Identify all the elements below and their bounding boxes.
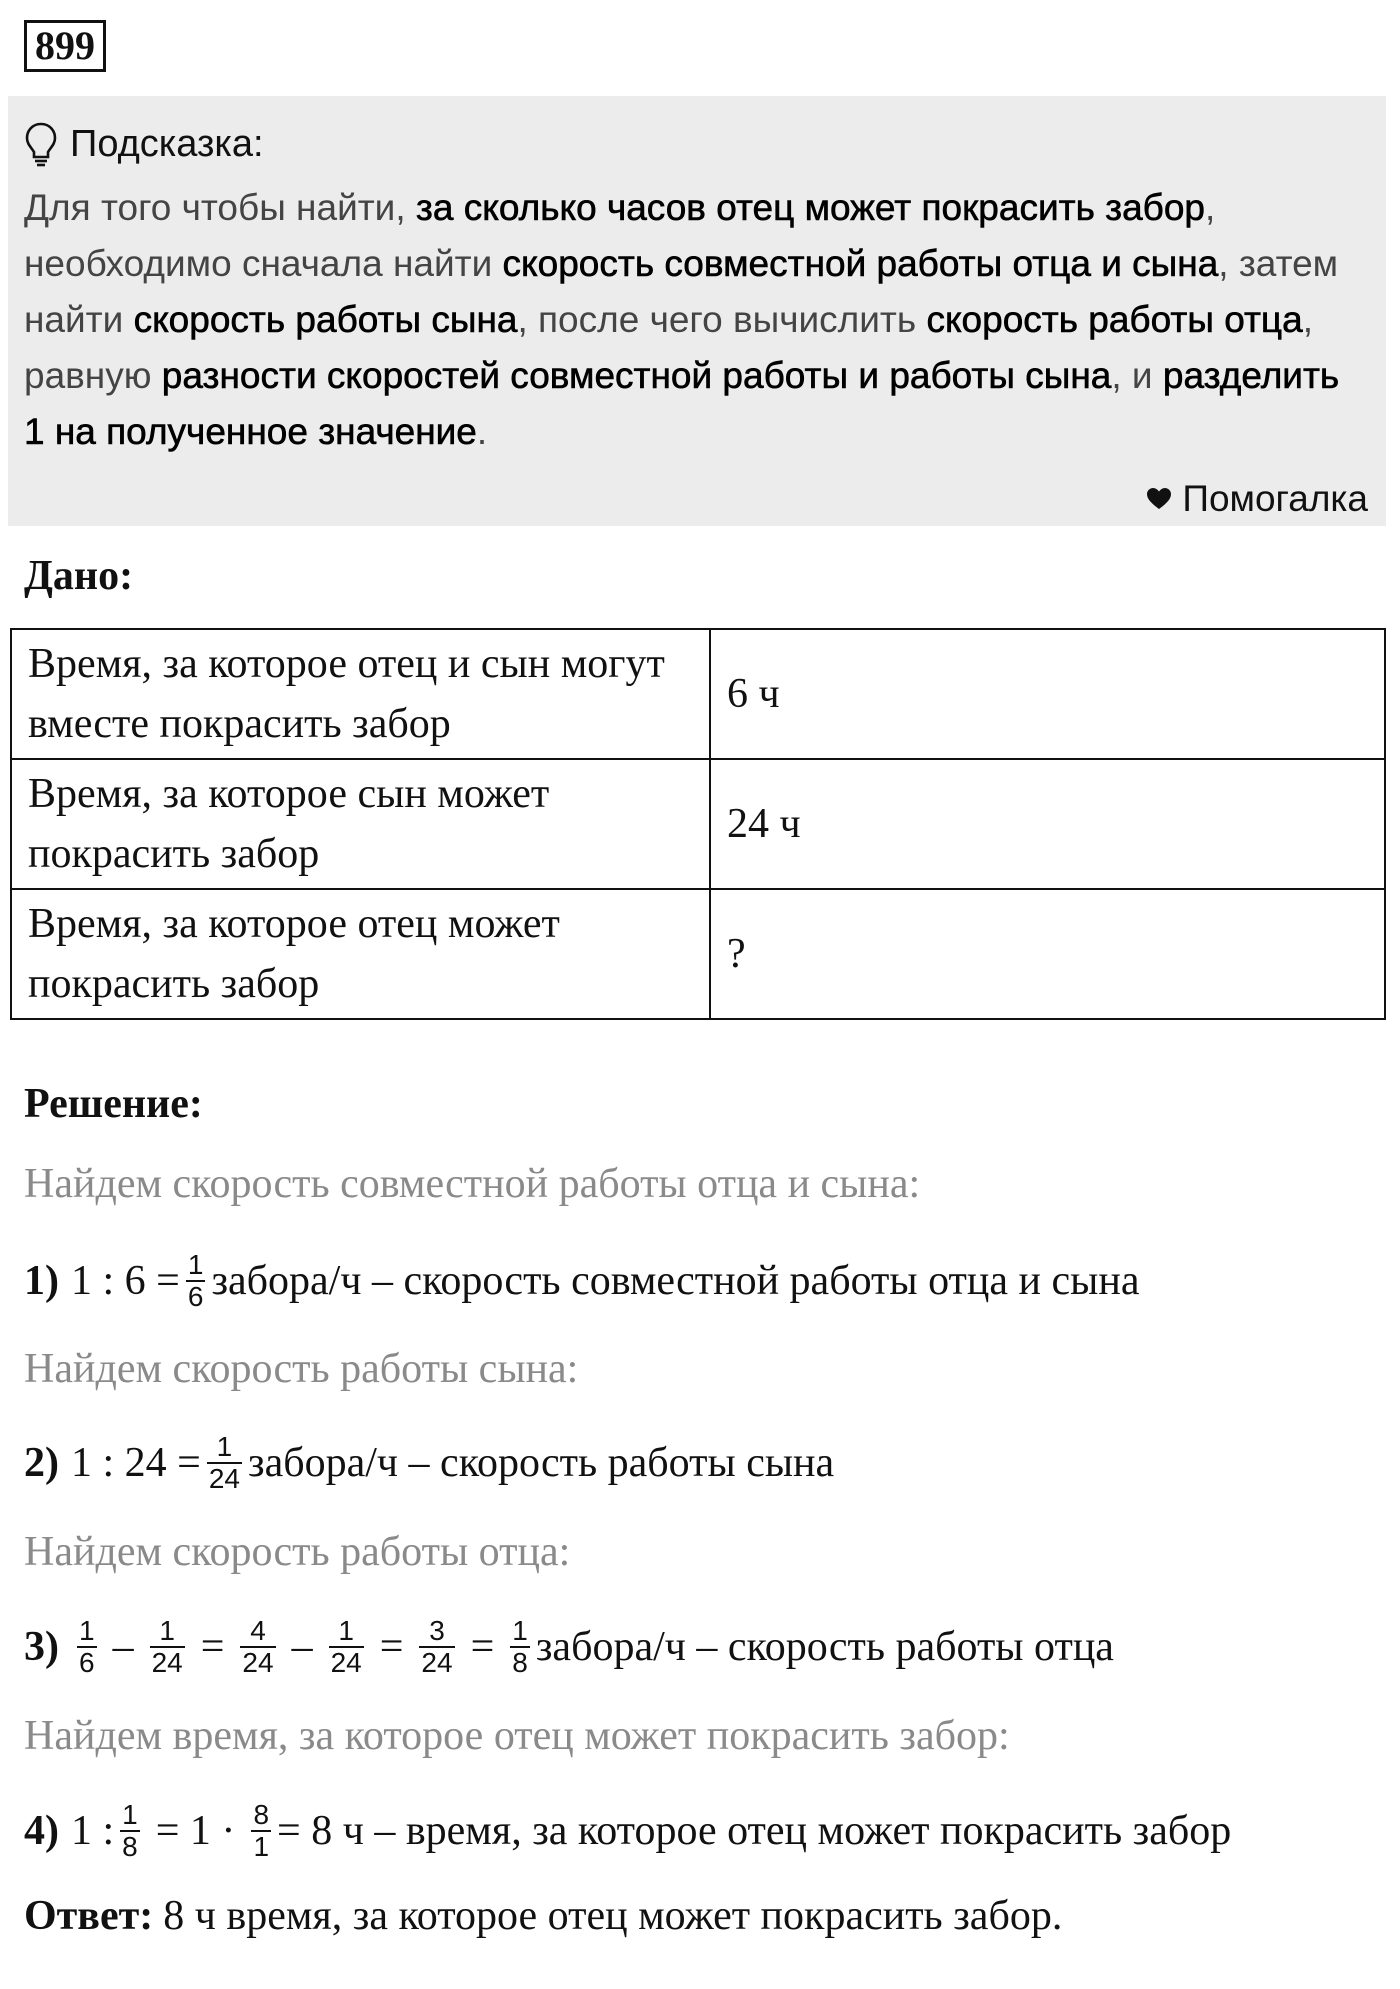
fraction-denominator: 24 (242, 1647, 274, 1678)
hint-segment: , равную (24, 299, 1313, 396)
fraction-numerator: 4 (250, 1615, 266, 1646)
solution-title: Решение: (24, 1081, 203, 1127)
brand (1146, 478, 1368, 520)
hint-emphasis: разделить 1 на полученное значение (24, 355, 1340, 452)
fraction-numerator: 1 (512, 1615, 528, 1646)
fraction (77, 1616, 97, 1678)
answer-label: Ответ: (24, 1893, 154, 1939)
answer-text: 8 ч время, за которое отец может покрасить забор. (163, 1893, 1063, 1939)
fraction-denominator: 8 (512, 1647, 528, 1678)
fraction (329, 1616, 364, 1678)
hint-emphasis: скорость совместной работы отца и сына (502, 243, 1219, 284)
hint-segment: , затем найти (24, 243, 1339, 340)
step-number: 3) (24, 1624, 59, 1670)
step-4 (24, 1800, 1231, 1862)
hint-box (8, 96, 1386, 526)
hint-text (24, 180, 1364, 460)
hint-emphasis: разности скоростей совместной работы и работы сына (161, 355, 1112, 396)
fraction-numerator: 1 (187, 1249, 204, 1280)
hint-emphasis: скорость работы сына (133, 299, 518, 340)
fraction-numerator: 1 (79, 1615, 95, 1646)
hint-segment: , и (1111, 355, 1163, 396)
step-tail: = 8 ч – время, за которое отец может покрасить забор (277, 1808, 1232, 1854)
step-number: 2) (24, 1440, 59, 1486)
given-label: Время, за которое сын может покрасить забор (11, 759, 710, 889)
operator: = (200, 1624, 225, 1670)
heart-icon (1146, 487, 1172, 511)
table-row (11, 759, 1385, 889)
step-1 (24, 1250, 1139, 1312)
table-row (11, 629, 1385, 759)
fraction (510, 1616, 530, 1678)
fraction-numerator: 1 (338, 1615, 354, 1646)
operator: = 1 · (155, 1808, 236, 1854)
answer (24, 1892, 1062, 1940)
given-table (10, 628, 1386, 1020)
fraction-denominator: 24 (151, 1647, 183, 1678)
step-tail: забора/ч – скорость работы отца (535, 1624, 1114, 1670)
step-2 (24, 1432, 834, 1494)
fraction (186, 1250, 206, 1312)
given-value: 24 ч (710, 759, 1385, 889)
fraction-denominator: 8 (122, 1831, 138, 1862)
brand-name: Помогалка (1182, 478, 1368, 519)
step-tail: забора/ч – скорость совместной работы отца и сына (211, 1258, 1140, 1304)
hint-segment: Для того чтобы найти, (24, 187, 416, 228)
step-expression: 1 : (71, 1808, 115, 1854)
step-tail: забора/ч – скорость работы сына (248, 1440, 835, 1486)
hint-title: Подсказка: (70, 122, 264, 165)
fraction (120, 1800, 140, 1862)
step-note: Найдем скорость работы сына: (24, 1346, 579, 1392)
operator: = (470, 1624, 495, 1670)
operator: – (291, 1624, 313, 1670)
fraction-numerator: 3 (429, 1615, 445, 1646)
fraction-numerator: 1 (122, 1799, 138, 1830)
step-number: 4) (24, 1808, 59, 1854)
fraction-denominator: 24 (421, 1647, 453, 1678)
step-number: 1) (24, 1258, 59, 1304)
fraction-numerator: 1 (159, 1615, 175, 1646)
given-value: 6 ч (710, 629, 1385, 759)
step-note: Найдем время, за которое отец может покрасить забор: (24, 1713, 1010, 1759)
given-value: ? (710, 889, 1385, 1019)
given-title: Дано: (24, 553, 134, 599)
operator: – (112, 1624, 134, 1670)
fraction-numerator: 1 (216, 1431, 233, 1462)
step-3 (24, 1616, 1114, 1678)
fraction (150, 1616, 185, 1678)
fraction (240, 1616, 275, 1678)
fraction-denominator: 24 (208, 1463, 241, 1494)
fraction-denominator: 6 (187, 1281, 204, 1312)
problem-number: 899 (24, 20, 106, 72)
given-label: Время, за которое отец может покрасить забор (11, 889, 710, 1019)
step-expression: 1 : 24 = (71, 1440, 201, 1486)
given-label: Время, за которое отец и сын могут вместе покрасить забор (11, 629, 710, 759)
fraction-denominator: 24 (330, 1647, 362, 1678)
table-row (11, 889, 1385, 1019)
step-note: Найдем скорость работы отца: (24, 1529, 571, 1575)
lightbulb-icon (24, 121, 58, 167)
fraction (251, 1800, 271, 1862)
hint-emphasis: скорость работы отца (926, 299, 1303, 340)
step-expression: 1 : 6 = (71, 1258, 180, 1304)
fraction (207, 1432, 242, 1494)
fraction-denominator: 1 (253, 1831, 270, 1862)
fraction-numerator: 8 (253, 1799, 270, 1830)
step-note: Найдем скорость совместной работы отца и сына: (24, 1161, 921, 1207)
hint-segment: . (476, 411, 488, 452)
fraction (419, 1616, 454, 1678)
hint-segment: , после чего вычислить (517, 299, 927, 340)
hint-segment: , необходимо сначала найти (24, 187, 1216, 284)
hint-emphasis: за сколько часов отец может покрасить забор (415, 187, 1206, 228)
operator: = (379, 1624, 404, 1670)
fraction-denominator: 6 (79, 1647, 95, 1678)
hint-header (24, 110, 1364, 178)
